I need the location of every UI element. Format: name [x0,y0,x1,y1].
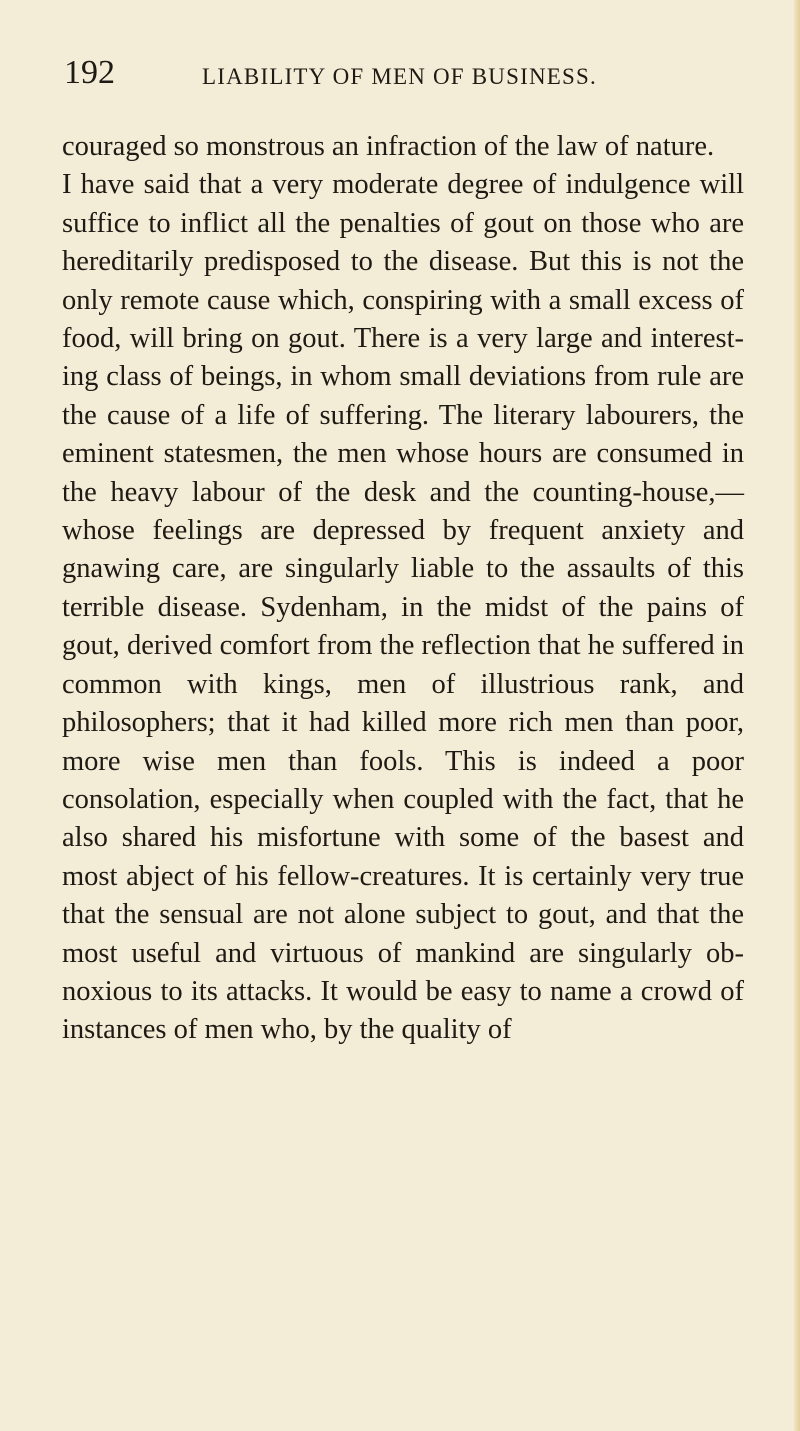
running-head [62,50,744,100]
body-text [62,128,744,1050]
book-page [62,50,744,1050]
running-title: LIABILITY OF MEN OF BUSINESS. [202,64,597,89]
page-number: 192 [64,54,115,91]
paragraph-main: I have said that a very moderate degree of indulgence will suffice to inflict all the penalties of gout on those who are hereditarily predisposed to the disease. But this is not the only remote cause which, conspiring with a small excess of food, will bring on gout. There is a very large and interesting class of beings, in whom small deviations from rule are the cause of a life of suffering. The literary labourers, the eminent statesmen, the men whose hours are consumed in the heavy labour of the desk and the counting-house,—whose feelings are depressed by frequent anxiety and gnawing care, are singularly liable to the assaults of this terrible disease. Sydenham, in the midst of the pains of gout, derived comfort from the reflection that he suffered in common with kings, men of illustrious rank, and philosophers; that it had killed more rich men than poor, more wise men than fools. This is indeed a poor consolation, especially when coupled with the fact, that he also shared his misfortune with some of the basest and most abject of his fellow-creatures. It is certainly very true that the sensual are not alone subject to gout, and that the most useful and virtuous of mankind are singularly obnoxious to its attacks. It would be easy to name a crowd of instances of men who, by the quality of [62,169,744,1046]
paragraph-continuation: couraged so monstrous an infraction of the law of nature. [62,131,715,162]
page-edge-shadow [794,0,800,1431]
